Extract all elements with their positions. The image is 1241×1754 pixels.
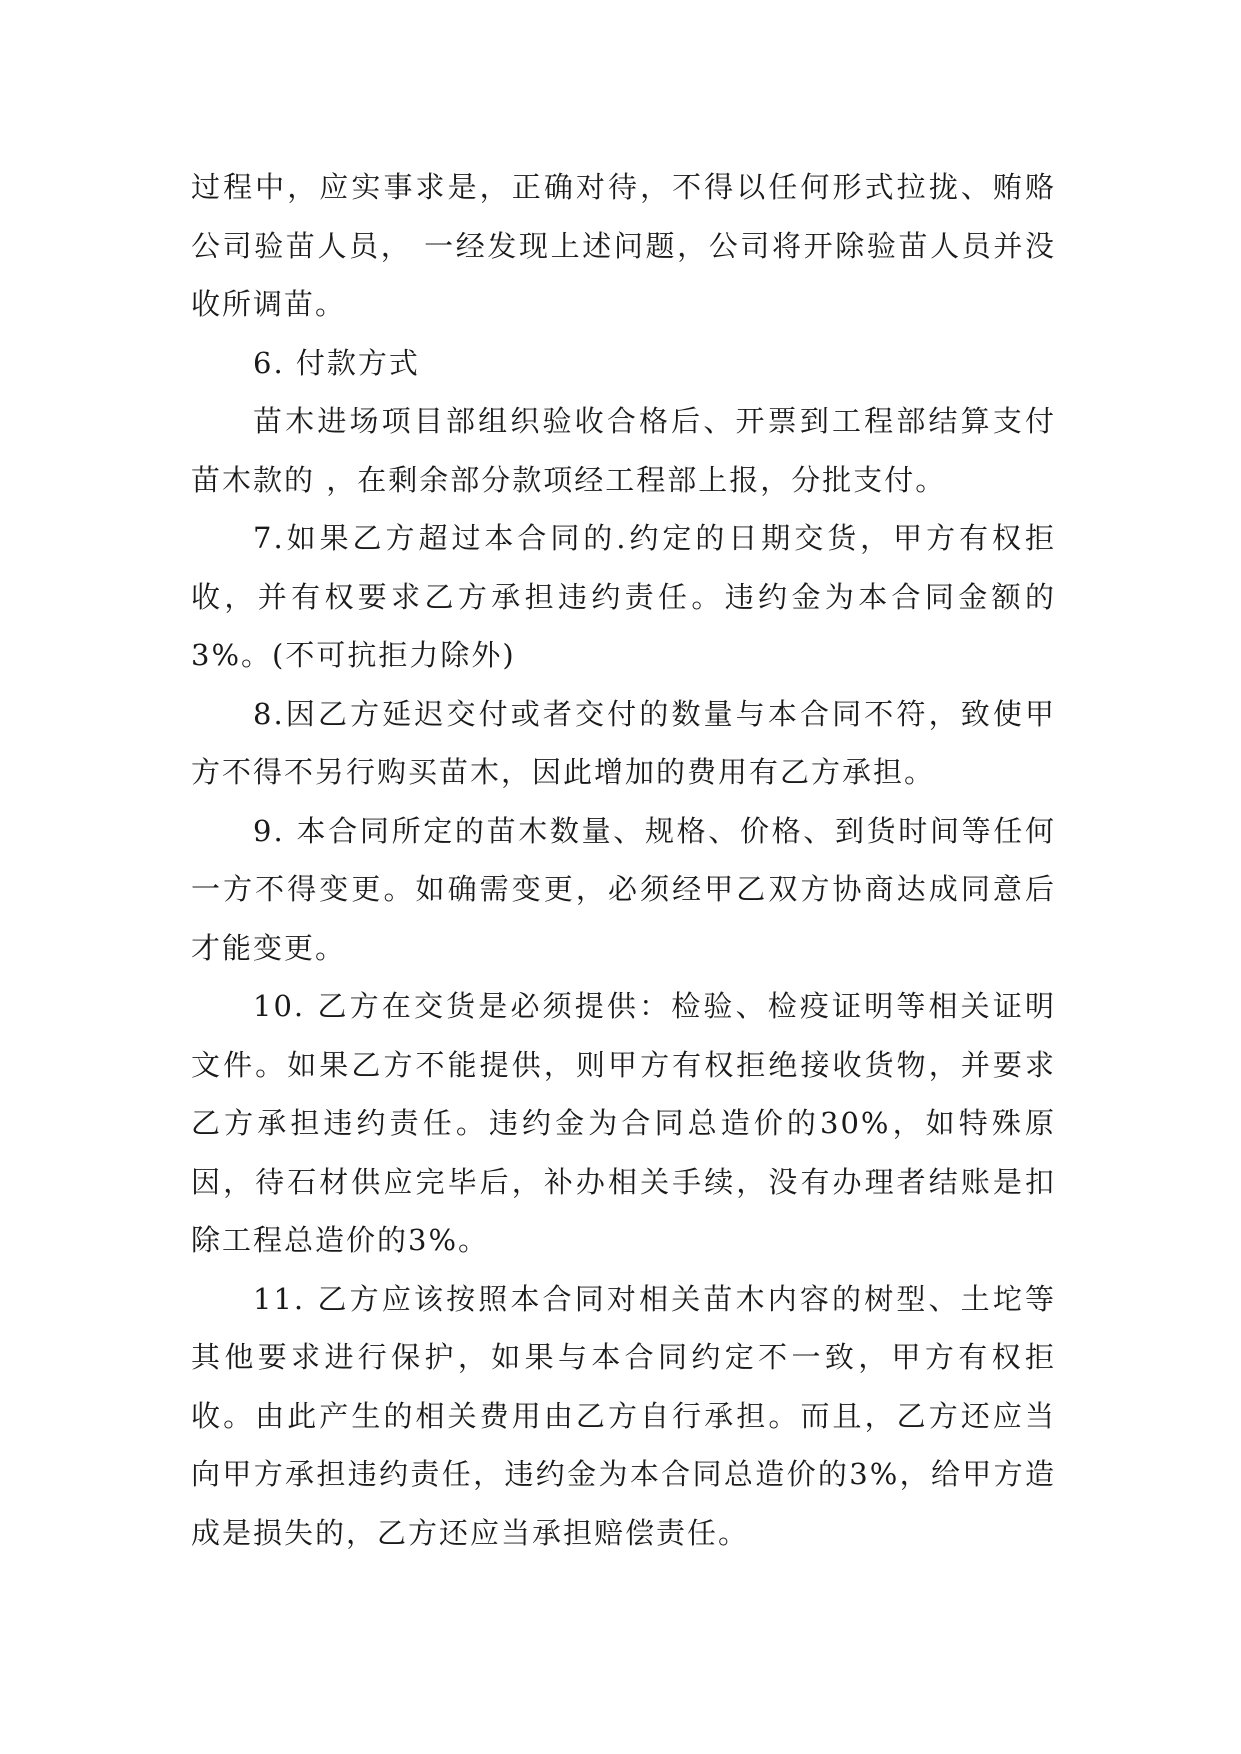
paragraph-clause-10: 10. 乙方在交货是必须提供：检验、检疫证明等相关证明文件。如果乙方不能提供，则甲方有权拒绝接收货物，并要求乙方承担违约责任。违约金为合同总造价的30%，如特殊原因，待石材供应完毕后，补办相关手续，没有办理者结账是扣除工程总造价的3%。 <box>191 989 1056 1257</box>
paragraph-continuation: 过程中，应实事求是，正确对待，不得以任何形式拉拢、贿赂公司验苗人员， 一经发现上述问题，公司将开除验苗人员并没收所调苗。 <box>191 170 1056 321</box>
paragraph-clause-11: 11. 乙方应该按照本合同对相关苗木内容的树型、土坨等其他要求进行保护，如果与本合同约定不一致，甲方有权拒收。由此产生的相关费用由乙方自行承担。而且，乙方还应当向甲方承担违约责任，违约金为本合同总造价的3%，给甲方造成是损失的，乙方还应当承担赔偿责任。 <box>191 1281 1056 1550</box>
paragraph-clause-6-body: 苗木进场项目部组织验收合格后、开票到工程部结算支付苗木款的 ，在剩余部分款项经工程部上报，分批支付。 <box>191 404 1056 497</box>
document-body <box>191 158 1056 1562</box>
paragraph-clause-7: 7.如果乙方超过本合同的.约定的日期交货，甲方有权拒收，并有权要求乙方承担违约责任。违约金为本合同金额的3%。(不可抗拒力除外) <box>191 521 1056 672</box>
paragraph-clause-8: 8.因乙方延迟交付或者交付的数量与本合同不符，致使甲方不得不另行购买苗木，因此增加的费用有乙方承担。 <box>191 696 1056 789</box>
paragraph-clause-6-heading: 6. 付款方式 <box>253 345 420 380</box>
paragraph-clause-9: 9. 本合同所定的苗木数量、规格、价格、到货时间等任何一方不得变更。如确需变更，必须经甲乙双方协商达成同意后才能变更。 <box>191 813 1056 965</box>
